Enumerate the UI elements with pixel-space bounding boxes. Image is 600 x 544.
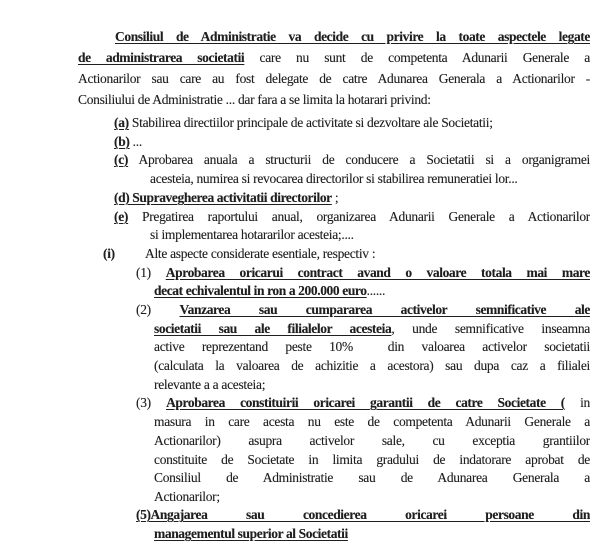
item-a: (a) Stabilirea directiilor principale de activitate si dezvoltare ale Societatii; (114, 115, 493, 130)
item-e-line-2: si implementarea hotararilor acesteia;.... (150, 227, 354, 242)
item-b: (b) ... (114, 134, 142, 149)
item-5-line-1: (5)Angajarea sau concedierea oricarei persoane din (136, 507, 590, 522)
item-2-line-1: (2) Vanzarea sau cumpararea activelor semnificative ale (136, 302, 590, 317)
intro-line-4: Consiliului de Administratie ... dar fara a se limita la hotarari privind: (78, 92, 431, 107)
item-c-line-2: acesteia, numirea si revocarea directorilor si stabilirea remuneratiei lor... (150, 171, 518, 186)
item-3-line-4: constituite de Societate in limita gradului de indatorare aprobat de (154, 452, 590, 467)
item-2-line-3: active reprezentand peste 10% din valoarea activelor societatii (154, 339, 590, 354)
item-3-line-1: (3) Aprobarea constituirii oricarei garantii de catre Societate ( in (136, 395, 590, 410)
item-i: (i) Alte aspecte considerate esentiale, respectiv : (103, 246, 376, 261)
item-c-line-1: (c) Aprobarea anuala a structurii de conducere a Societatii si a organigramei (114, 152, 590, 167)
intro-line-3: Actionarilor sau care au fost delegate de catre Adunarea Generala a Actionarilor - (78, 71, 590, 86)
item-d: (d) Supravegherea activitatii directorilor ; (114, 190, 339, 205)
item-3-line-2: masura in care acesta nu este de competenta Adunarii Generale a (154, 414, 590, 429)
item-3-line-6: Actionarilor; (154, 489, 220, 504)
item-5-line-2-cutoff: managementul superior al Societatii (154, 526, 348, 541)
item-2-line-2: societatii sau ale filialelor acesteia, unde semnificative inseamna (154, 321, 590, 336)
item-1-line-2: decat echivalentul in ron a 200.000 euro...... (154, 283, 386, 298)
item-3-line-5: Consiliul de Administratie sau de Adunarea Generala a (154, 470, 590, 485)
item-3-line-3: Actionarilor) asupra activelor sale, cu exceptia grantiilor (154, 433, 590, 448)
item-1-line-1: (1) Aprobarea oricarui contract avand o valoare totala mai mare (136, 265, 590, 280)
intro-line-2: de administrarea societatii care nu sunt de competenta Adunarii Generale a (78, 50, 590, 65)
item-e-line-1: (e) Pregatirea raportului anual, organizarea Adunarii Generale a Actionarilor (114, 209, 590, 224)
item-2-line-4: (calculata la valoarea de achizitie a acestora) sau dupa caz a filialei (154, 358, 590, 373)
intro-line-1: Consiliul de Administratie va decide cu privire la toate aspectele legate (115, 29, 590, 44)
item-2-line-5: relevante a a acesteia; (154, 377, 266, 392)
